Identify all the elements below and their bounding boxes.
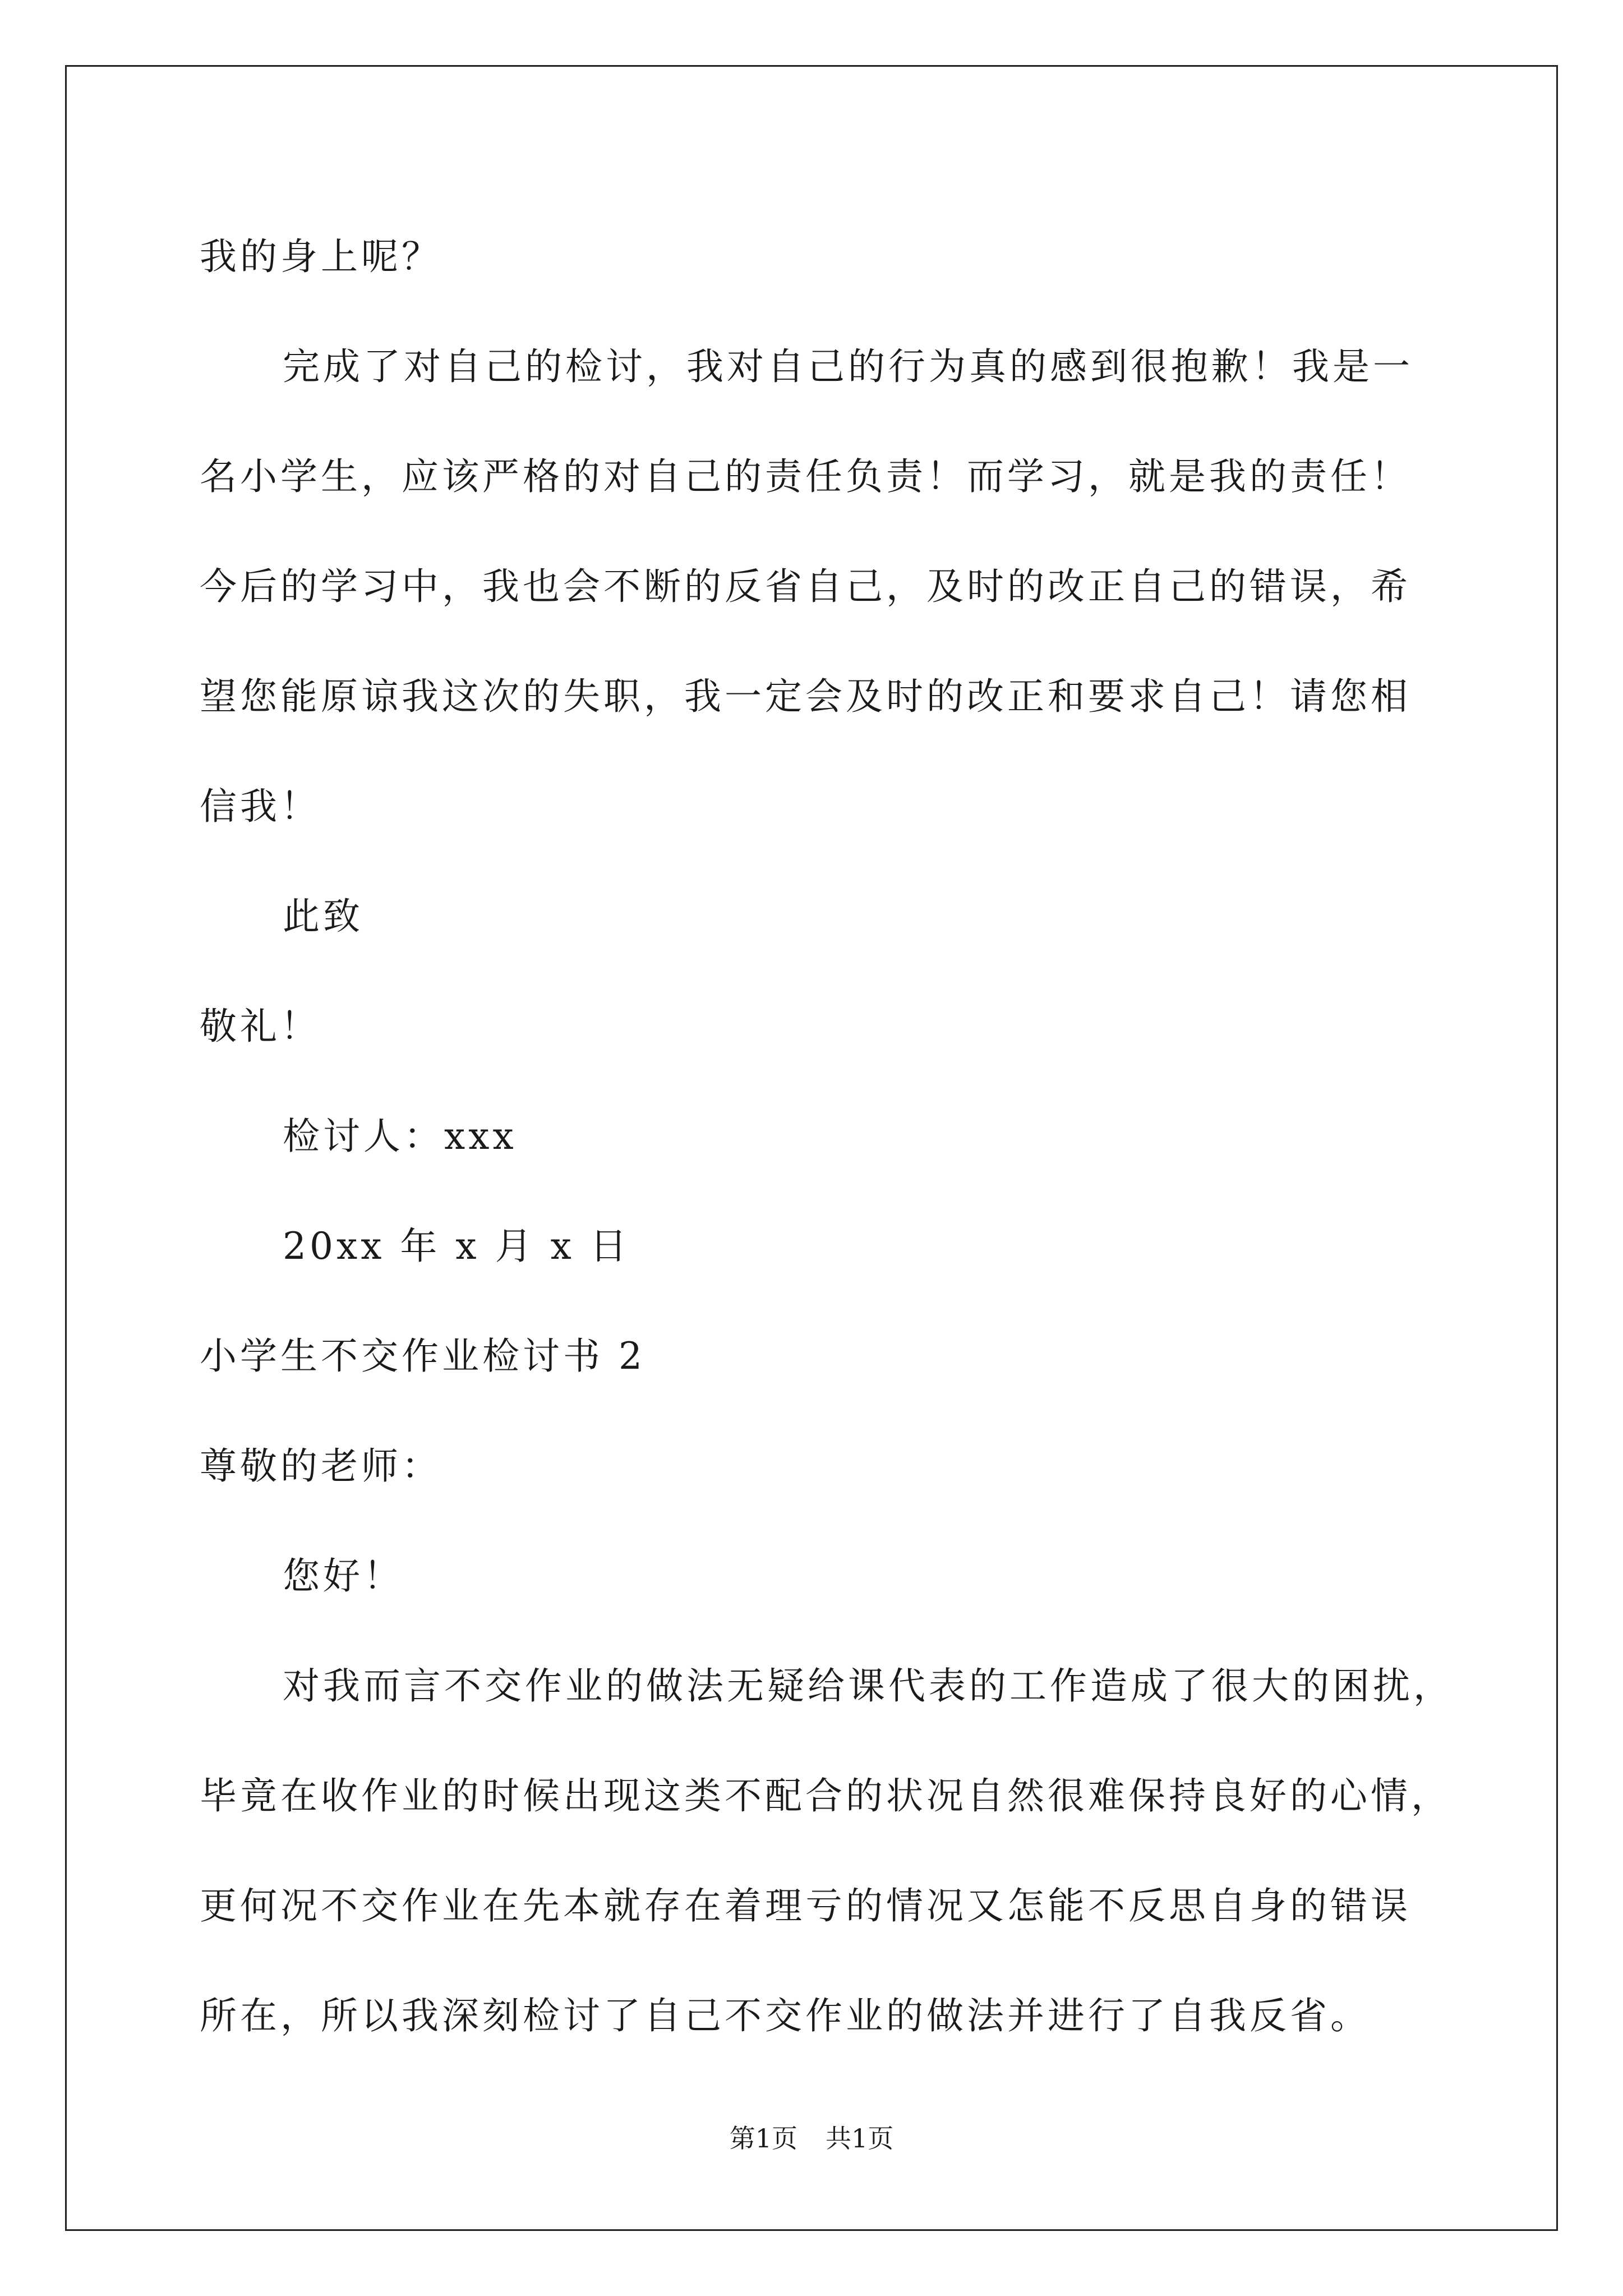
document-body xyxy=(200,202,1454,2071)
section-title: 小学生不交作业检讨书 2 xyxy=(200,1335,645,1378)
signature-line: 检讨人：xxx xyxy=(283,1115,517,1158)
text-line: 毕竟在收作业的时候出现这类不配合的状况自然很难保持良好的心情， xyxy=(200,1774,1451,1818)
closing-salutation: 此致 xyxy=(283,895,363,938)
text-line: 我的身上呢？ xyxy=(200,235,442,278)
text-line: 完成了对自己的检讨，我对自己的行为真的感到很抱歉！我是一 xyxy=(283,345,1413,388)
text-line: 更何况不交作业在先本就存在着理亏的情况又怎能不反思自身的错误 xyxy=(200,1884,1411,1927)
text-line: 望您能原谅我这次的失职，我一定会及时的改正和要求自己！请您相 xyxy=(200,675,1411,718)
page-total: 共1页 xyxy=(826,2123,894,2154)
date-line: 20xx 年 x 月 x 日 xyxy=(283,1225,630,1268)
text-line: 今后的学习中，我也会不断的反省自己，及时的改正自己的错误，希 xyxy=(200,565,1411,608)
closing-regards: 敬礼！ xyxy=(200,1005,321,1048)
text-line: 信我！ xyxy=(200,785,321,828)
page-footer xyxy=(0,2122,1623,2155)
greeting: 您好！ xyxy=(283,1554,404,1598)
text-line: 对我而言不交作业的做法无疑给课代表的工作造成了很大的困扰， xyxy=(283,1664,1454,1708)
page-number: 第1页 xyxy=(729,2123,797,2154)
greeting-recipient: 尊敬的老师： xyxy=(200,1444,442,1488)
text-line: 名小学生，应该严格的对自己的责任负责！而学习，就是我的责任！ xyxy=(200,455,1411,498)
text-line: 所在，所以我深刻检讨了自己不交作业的做法并进行了自我反省。 xyxy=(200,1994,1371,2037)
